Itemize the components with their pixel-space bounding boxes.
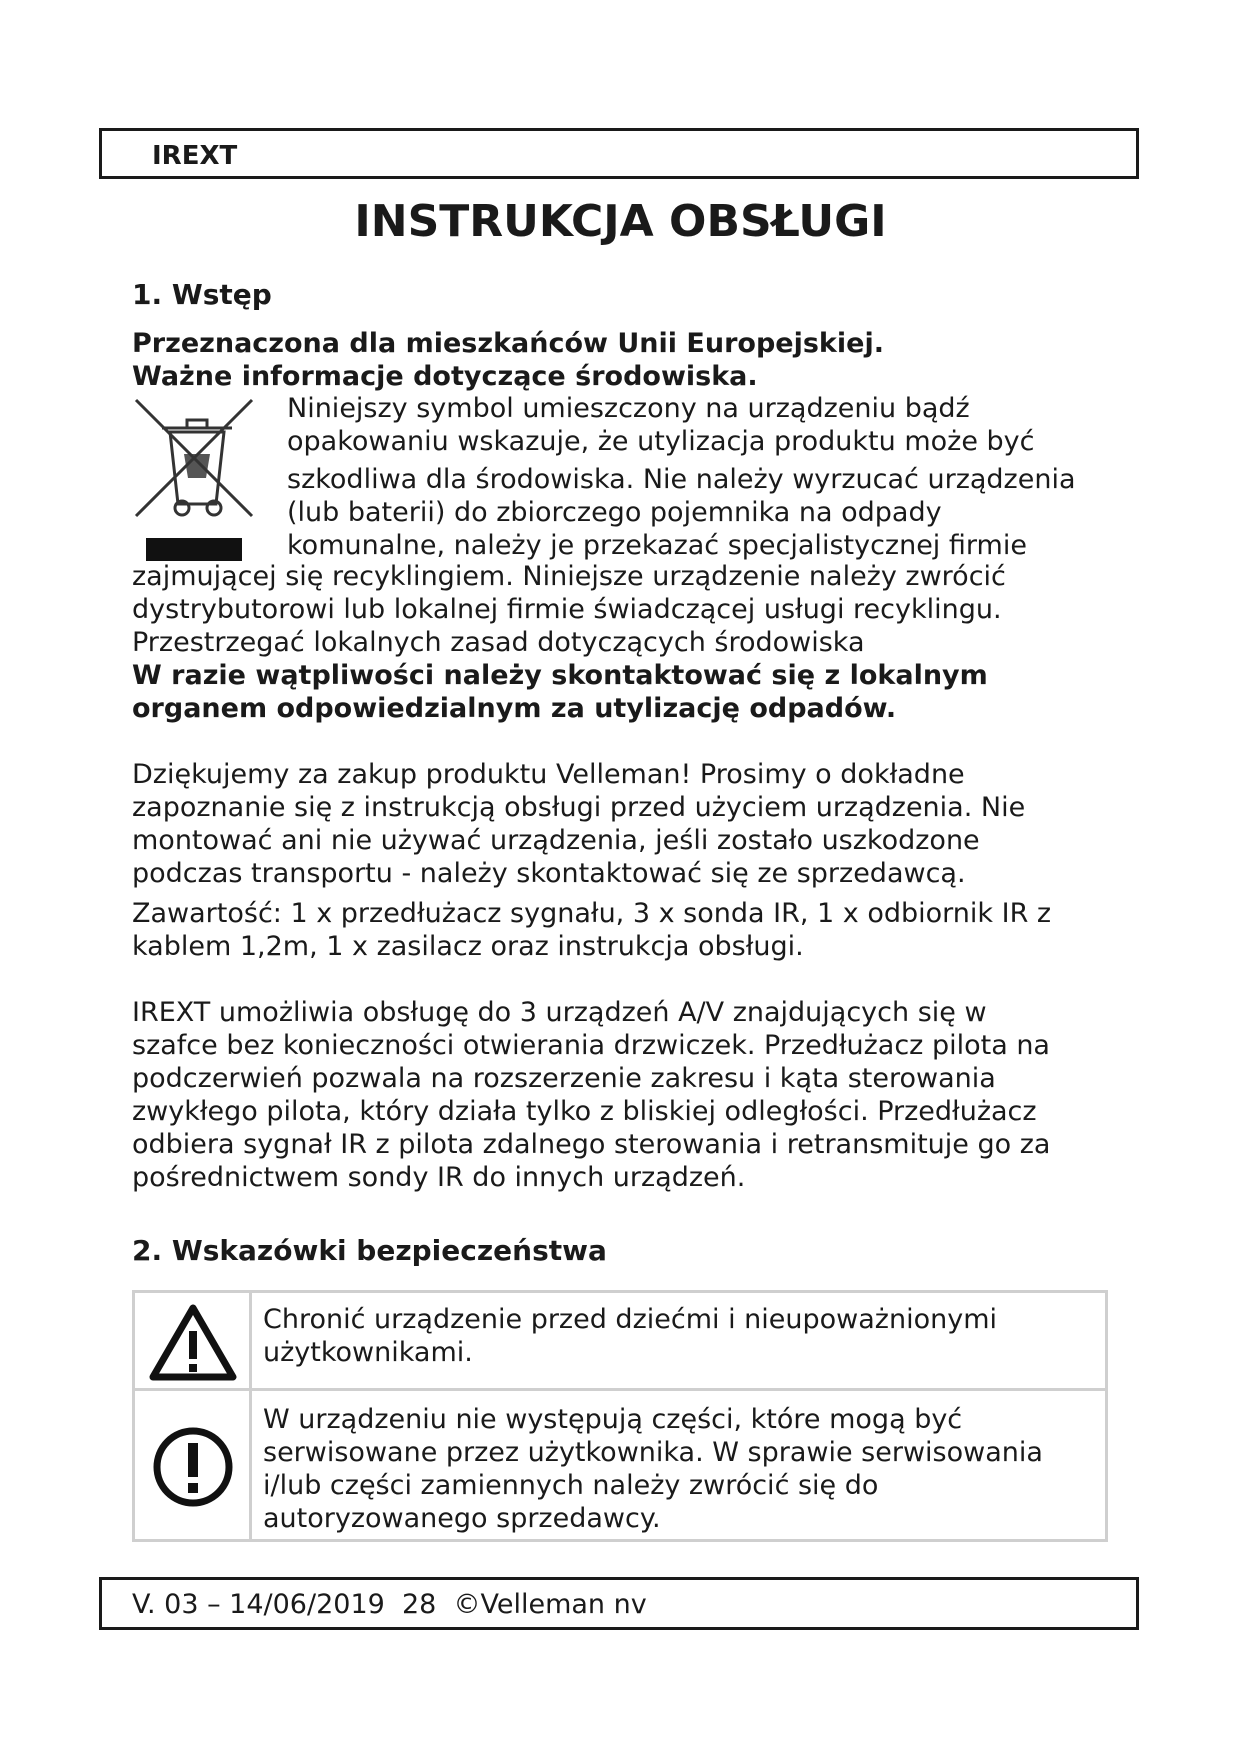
safety-row — [135, 1391, 1105, 1539]
thanks-line: zapoznanie się z instrukcją obsługi przed użyciem urządzenia. Nie — [132, 792, 1026, 823]
bold-warning-line: W razie wątpliwości należy skontaktować się z lokalnym — [132, 660, 988, 691]
weee-line: Niniejszy symbol umieszczony na urządzeniu bądź — [287, 393, 970, 424]
bold-warning — [132, 659, 1142, 725]
safety-line: serwisowane przez użytkownika. W sprawie serwisowania — [263, 1437, 1043, 1468]
page-title: INSTRUKCJA OBSŁUGI — [354, 196, 887, 247]
description-line: IREXT umożliwia obsługę do 3 urządzeń A/V znajdujących się w — [132, 997, 987, 1028]
weee-line: szkodliwa dla środowiska. Nie należy wyrzucać urządzenia — [287, 464, 1076, 495]
bold-intro-line: Przeznaczona dla mieszkańców Unii Europejskiej. — [132, 328, 884, 359]
contents-paragraph — [132, 897, 1142, 963]
header-model: IREXT — [152, 141, 238, 171]
description-line: pośrednictwem sondy IR do innych urządzeń. — [132, 1162, 746, 1193]
safety-line: W urządzeniu nie występują części, które mogą być — [263, 1404, 963, 1435]
safety-text — [263, 1303, 997, 1369]
safety-line: użytkownikami. — [263, 1337, 473, 1368]
safety-icon-cell — [135, 1293, 252, 1388]
contents-line: Zawartość: 1 x przedłużacz sygnału, 3 x sonda IR, 1 x odbiornik IR z — [132, 898, 1052, 929]
thanks-line: podczas transportu - należy skontaktować się ze sprzedawcą. — [132, 858, 966, 889]
thanks-paragraph — [132, 758, 1142, 890]
description-line: podczerwień pozwala na rozszerzenie zakresu i kąta sterowania — [132, 1063, 996, 1094]
safety-row — [135, 1293, 1105, 1391]
bold-warning-line: organem odpowiedzialnym za utylizację odpadów. — [132, 693, 897, 724]
weee-line: Przestrzegać lokalnych zasad dotyczących środowiska — [132, 627, 865, 658]
section1-heading: 1. Wstęp — [132, 278, 272, 311]
footer-box — [99, 1577, 1139, 1630]
weee-line: zajmującej się recyklingiem. Niniejsze urządzenie należy zwrócić — [132, 561, 1006, 592]
exclamation-circle-icon — [151, 1425, 235, 1509]
weee-line: dystrybutorowi lub lokalnej firmie świadczącej usługi recyklingu. — [132, 594, 1002, 625]
safety-line: Chronić urządzenie przed dziećmi i nieupoważnionymi — [263, 1304, 997, 1335]
safety-line: i/lub części zamiennych należy zwrócić się do — [263, 1470, 879, 1501]
bold-intro — [132, 327, 1142, 393]
thanks-line: Dziękujemy za zakup produktu Velleman! Prosimy o dokładne — [132, 759, 965, 790]
description-line: szafce bez konieczności otwierania drzwiczek. Przedłużacz pilota na — [132, 1030, 1050, 1061]
contents-line: kablem 1,2m, 1 x zasilacz oraz instrukcja obsługi. — [132, 931, 804, 962]
weee-indented-text — [287, 392, 1241, 562]
footer-text: V. 03 – 14/06/2019 28 ©Velleman nv — [132, 1589, 647, 1620]
safety-text — [263, 1403, 1043, 1535]
thanks-line: montować ani nie używać urządzenia, jeśli zostało uszkodzone — [132, 825, 980, 856]
weee-line: komunalne, należy je przekazać specjalistycznej firmie — [287, 530, 1027, 561]
warning-triangle-icon — [149, 1303, 237, 1381]
bold-intro-line: Ważne informacje dotyczące środowiska. — [132, 361, 758, 392]
safety-table — [132, 1290, 1108, 1542]
description-line: odbiera sygnał IR z pilota zdalnego sterowania i retransmituje go za — [132, 1129, 1051, 1160]
section2-heading: 2. Wskazówki bezpieczeństwa — [132, 1234, 607, 1267]
weee-bin-icon — [132, 396, 257, 566]
weee-full-text — [132, 560, 1142, 659]
safety-line: autoryzowanego sprzedawcy. — [263, 1503, 661, 1534]
header-box — [99, 128, 1139, 179]
description-line: zwykłego pilota, który działa tylko z bliskiej odległości. Przedłużacz — [132, 1096, 1037, 1127]
weee-line: (lub baterii) do zbiorczego pojemnika na odpady — [287, 497, 942, 528]
safety-icon-cell — [135, 1391, 252, 1539]
description-paragraph — [132, 996, 1142, 1194]
weee-line: opakowaniu wskazuje, że utylizacja produktu może być — [287, 426, 1035, 457]
